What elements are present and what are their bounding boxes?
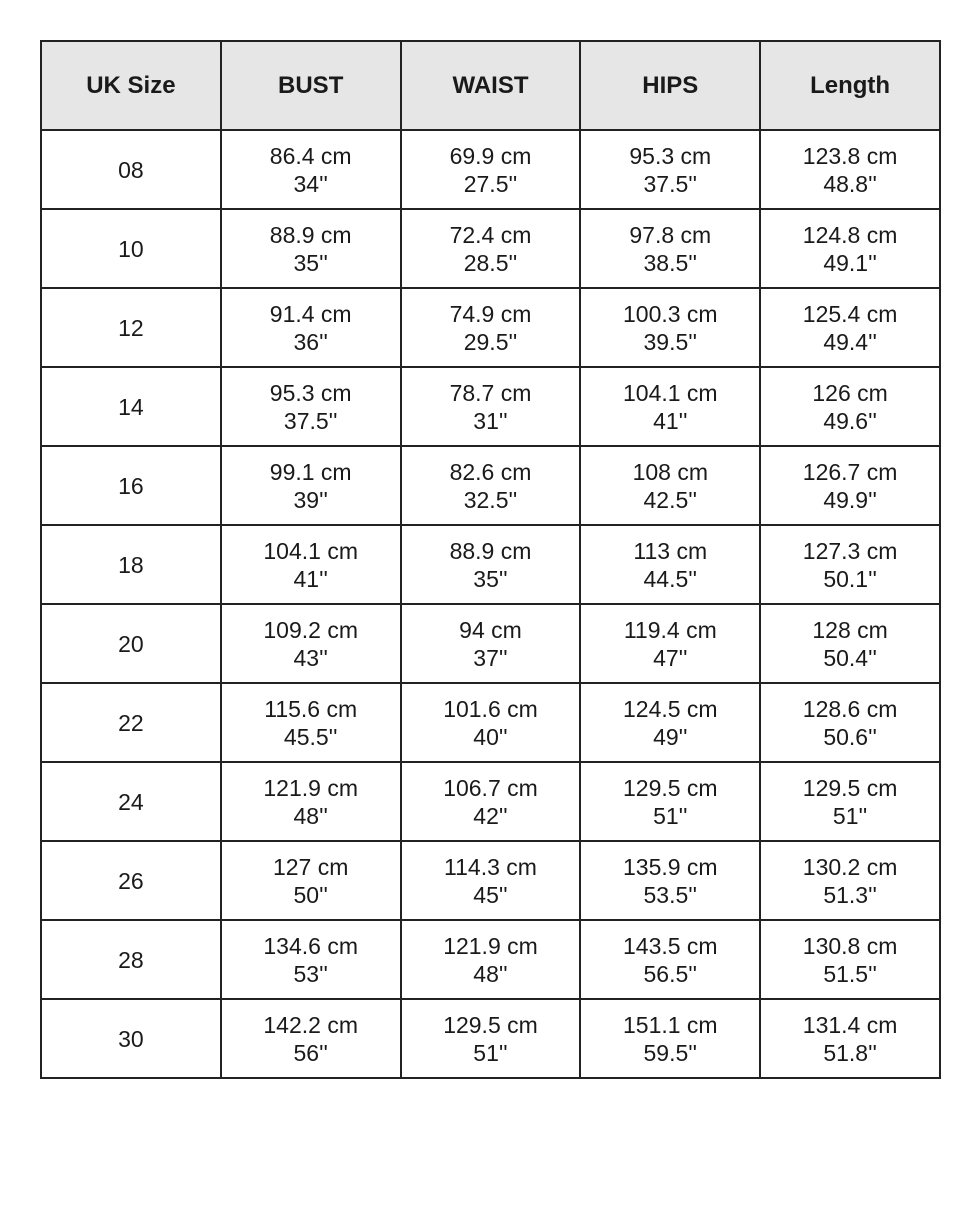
length-cell (760, 683, 940, 762)
table-row (41, 762, 940, 841)
length-cm-value: 126.7 cm (802, 458, 898, 485)
length-cell (760, 525, 940, 604)
length-inch-value: 49.9'' (823, 486, 877, 513)
bust-inch-value: 37.5'' (283, 407, 338, 434)
length-cell (760, 288, 940, 367)
hips-cell (580, 209, 760, 288)
header-waist: WAIST (401, 41, 581, 130)
length-inch-value: 50.6'' (823, 723, 877, 750)
bust-cm-value: 88.9 cm (269, 221, 352, 248)
table-row (41, 367, 940, 446)
bust-inch-value: 36'' (293, 328, 328, 355)
hips-cm-value: 143.5 cm (622, 932, 718, 959)
waist-cm-value: 114.3 cm (444, 853, 537, 880)
hips-cell (580, 446, 760, 525)
uk-size-cell: 12 (41, 288, 221, 367)
hips-inch-value: 56.5'' (643, 960, 698, 987)
table-row (41, 920, 940, 999)
length-inch-value: 50.1'' (823, 565, 877, 592)
length-inch-value: 51.5'' (823, 960, 877, 987)
table-row (41, 130, 940, 209)
bust-cm-value: 134.6 cm (263, 932, 358, 959)
bust-inch-value: 34'' (293, 170, 328, 197)
waist-inch-value: 37'' (473, 644, 508, 671)
length-cell (760, 367, 940, 446)
hips-cm-value: 100.3 cm (622, 300, 718, 327)
waist-inch-value: 27.5'' (463, 170, 518, 197)
waist-cm-value: 78.7 cm (449, 379, 532, 406)
bust-inch-value: 39'' (293, 486, 328, 513)
length-cell (760, 841, 940, 920)
waist-cm-value: 82.6 cm (449, 458, 532, 485)
bust-cm-value: 127 cm (272, 853, 349, 880)
waist-cm-value: 74.9 cm (449, 300, 532, 327)
uk-size-cell: 20 (41, 604, 221, 683)
hips-cm-value: 129.5 cm (622, 774, 718, 801)
bust-cell (221, 920, 401, 999)
header-uk-size: UK Size (41, 41, 221, 130)
uk-size-cell: 22 (41, 683, 221, 762)
hips-inch-value: 41'' (653, 407, 688, 434)
size-chart-body (41, 130, 940, 1078)
hips-cm-value: 119.4 cm (623, 616, 717, 643)
uk-size-cell: 08 (41, 130, 221, 209)
length-cm-value: 126 cm (812, 379, 888, 406)
bust-cell (221, 762, 401, 841)
waist-cell (401, 762, 581, 841)
waist-inch-value: 45'' (473, 881, 508, 908)
header-row (41, 41, 940, 130)
bust-inch-value: 43'' (293, 644, 328, 671)
length-cm-value: 129.5 cm (802, 774, 898, 801)
header-bust: BUST (221, 41, 401, 130)
hips-cell (580, 920, 760, 999)
length-cell (760, 446, 940, 525)
length-cm-value: 124.8 cm (802, 221, 898, 248)
waist-inch-value: 28.5'' (463, 249, 518, 276)
waist-cm-value: 121.9 cm (443, 932, 538, 959)
hips-inch-value: 51'' (653, 802, 688, 829)
table-row (41, 209, 940, 288)
bust-inch-value: 50'' (293, 881, 328, 908)
hips-inch-value: 49'' (653, 723, 688, 750)
uk-size-cell: 10 (41, 209, 221, 288)
bust-inch-value: 41'' (293, 565, 328, 592)
hips-cm-value: 108 cm (632, 458, 708, 485)
hips-inch-value: 44.5'' (643, 565, 698, 592)
bust-cell (221, 446, 401, 525)
hips-cm-value: 104.1 cm (622, 379, 718, 406)
bust-cm-value: 109.2 cm (263, 616, 358, 643)
length-inch-value: 51.8'' (823, 1039, 877, 1066)
hips-cell (580, 999, 760, 1078)
waist-cm-value: 69.9 cm (449, 142, 532, 169)
table-row (41, 288, 940, 367)
length-cell (760, 920, 940, 999)
bust-cm-value: 115.6 cm (264, 695, 358, 722)
uk-size-cell: 18 (41, 525, 221, 604)
length-cm-value: 128.6 cm (802, 695, 898, 722)
table-row (41, 446, 940, 525)
bust-cell (221, 841, 401, 920)
table-row (41, 999, 940, 1078)
bust-inch-value: 56'' (293, 1039, 328, 1066)
uk-size-cell: 26 (41, 841, 221, 920)
hips-inch-value: 37.5'' (643, 170, 698, 197)
hips-cm-value: 135.9 cm (622, 853, 718, 880)
waist-cm-value: 101.6 cm (443, 695, 538, 722)
length-inch-value: 51.3'' (823, 881, 877, 908)
waist-inch-value: 48'' (473, 960, 508, 987)
bust-inch-value: 53'' (293, 960, 328, 987)
length-cm-value: 128 cm (812, 616, 888, 643)
length-inch-value: 49.6'' (823, 407, 877, 434)
waist-cell (401, 525, 581, 604)
waist-inch-value: 40'' (473, 723, 508, 750)
waist-cm-value: 129.5 cm (443, 1011, 538, 1038)
bust-cell (221, 525, 401, 604)
waist-cell (401, 367, 581, 446)
waist-inch-value: 29.5'' (463, 328, 518, 355)
bust-cell (221, 604, 401, 683)
bust-cm-value: 86.4 cm (269, 142, 352, 169)
hips-cm-value: 151.1 cm (622, 1011, 718, 1038)
hips-inch-value: 42.5'' (643, 486, 698, 513)
hips-cell (580, 683, 760, 762)
length-cm-value: 125.4 cm (802, 300, 898, 327)
waist-cell (401, 920, 581, 999)
bust-cell (221, 130, 401, 209)
bust-inch-value: 45.5'' (283, 723, 338, 750)
waist-cell (401, 288, 581, 367)
length-cm-value: 127.3 cm (802, 537, 898, 564)
table-row (41, 525, 940, 604)
waist-cell (401, 130, 581, 209)
hips-cell (580, 841, 760, 920)
bust-inch-value: 48'' (293, 802, 328, 829)
hips-inch-value: 59.5'' (643, 1039, 698, 1066)
hips-cell (580, 525, 760, 604)
hips-cell (580, 762, 760, 841)
waist-cm-value: 72.4 cm (449, 221, 532, 248)
size-chart-header (41, 41, 940, 130)
bust-cell (221, 683, 401, 762)
waist-inch-value: 42'' (473, 802, 508, 829)
waist-cell (401, 446, 581, 525)
hips-cm-value: 124.5 cm (622, 695, 718, 722)
length-cell (760, 209, 940, 288)
length-cm-value: 130.8 cm (802, 932, 898, 959)
waist-inch-value: 35'' (473, 565, 508, 592)
bust-cell (221, 999, 401, 1078)
length-cm-value: 123.8 cm (802, 142, 898, 169)
uk-size-cell: 30 (41, 999, 221, 1078)
length-inch-value: 50.4'' (823, 644, 877, 671)
waist-cell (401, 209, 581, 288)
bust-cm-value: 91.4 cm (269, 300, 352, 327)
bust-inch-value: 35'' (293, 249, 328, 276)
uk-size-cell: 24 (41, 762, 221, 841)
waist-cm-value: 88.9 cm (449, 537, 532, 564)
length-cell (760, 130, 940, 209)
length-cell (760, 999, 940, 1078)
length-inch-value: 49.4'' (823, 328, 877, 355)
hips-cell (580, 288, 760, 367)
header-hips: HIPS (580, 41, 760, 130)
waist-cell (401, 999, 581, 1078)
length-inch-value: 49.1'' (823, 249, 877, 276)
waist-inch-value: 32.5'' (463, 486, 518, 513)
bust-cm-value: 121.9 cm (263, 774, 358, 801)
bust-cm-value: 104.1 cm (263, 537, 358, 564)
bust-cm-value: 95.3 cm (269, 379, 352, 406)
hips-inch-value: 39.5'' (643, 328, 698, 355)
length-cell (760, 604, 940, 683)
length-inch-value: 48.8'' (823, 170, 877, 197)
waist-cm-value: 106.7 cm (443, 774, 538, 801)
length-cm-value: 130.2 cm (802, 853, 898, 880)
hips-cm-value: 95.3 cm (629, 142, 712, 169)
table-row (41, 604, 940, 683)
header-length: Length (760, 41, 940, 130)
bust-cell (221, 288, 401, 367)
hips-cell (580, 604, 760, 683)
waist-cell (401, 683, 581, 762)
waist-cell (401, 604, 581, 683)
hips-cm-value: 97.8 cm (629, 221, 712, 248)
uk-size-cell: 16 (41, 446, 221, 525)
size-chart-table (40, 40, 941, 1079)
length-cm-value: 131.4 cm (802, 1011, 898, 1038)
length-cell (760, 762, 940, 841)
table-row (41, 841, 940, 920)
hips-inch-value: 38.5'' (643, 249, 698, 276)
hips-inch-value: 53.5'' (643, 881, 698, 908)
hips-cell (580, 130, 760, 209)
bust-cm-value: 142.2 cm (263, 1011, 358, 1038)
hips-cm-value: 113 cm (633, 537, 708, 564)
bust-cell (221, 209, 401, 288)
bust-cell (221, 367, 401, 446)
table-row (41, 683, 940, 762)
waist-cell (401, 841, 581, 920)
waist-cm-value: 94 cm (459, 616, 522, 643)
waist-inch-value: 51'' (473, 1039, 508, 1066)
uk-size-cell: 14 (41, 367, 221, 446)
uk-size-cell: 28 (41, 920, 221, 999)
hips-cell (580, 367, 760, 446)
hips-inch-value: 47'' (653, 644, 688, 671)
bust-cm-value: 99.1 cm (269, 458, 352, 485)
length-inch-value: 51'' (832, 802, 868, 829)
waist-inch-value: 31'' (473, 407, 508, 434)
